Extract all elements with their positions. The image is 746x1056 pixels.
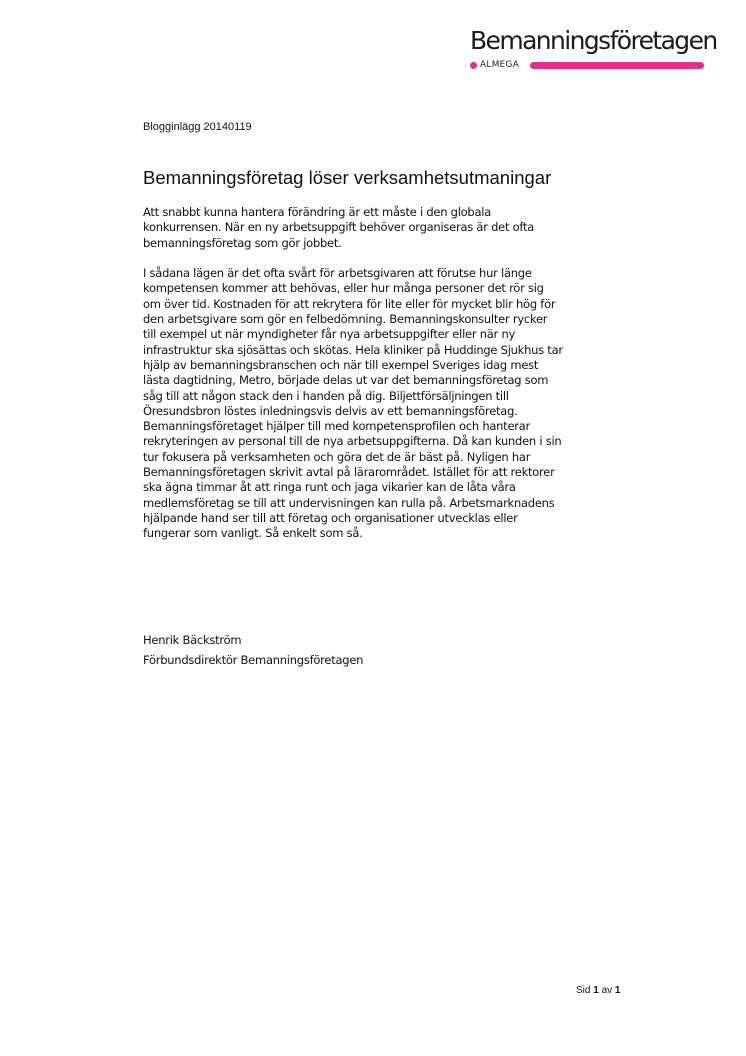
text-line: tur fokusera på verksamheten och göra det de är bäst på. Nyligen har <box>143 449 531 464</box>
document-title: Bemanningsföretag löser verksamhetsutmaningar <box>143 167 552 188</box>
signature-block <box>143 630 363 670</box>
logo-dot-icon <box>470 62 477 69</box>
paragraph-2 <box>143 266 613 541</box>
text-line: hjälp av bemanningsbranschen och när till exempel Sveriges idag mest <box>143 357 539 372</box>
text-line: konkurrensen. När en ny arbetsuppgift behöver organiseras är det ofta <box>143 220 535 235</box>
text-line: Att snabbt kunna hantera förändring är ett måste i den globala <box>143 205 492 219</box>
text-line: bemanningsföretag som gör jobbet. <box>143 235 342 250</box>
text-line: hjälpande hand ser till att företag och organisationer utvecklas eller <box>143 510 518 525</box>
page-total: 1 <box>614 985 621 996</box>
paragraph-1 <box>143 205 613 251</box>
text-line: medlemsföretag se till att undervisningen kan rulla på. Arbetsmarknadens <box>143 495 555 510</box>
document-body <box>143 205 613 557</box>
text-line: lästa dagtidning, Metro, började delas ut var det bemanningsföretag som <box>143 373 549 388</box>
text-line: Bemanningsföretaget hjälper till med kompetensprofilen och hanterar <box>143 419 531 434</box>
text-line: den arbetsgivare som gör en felbedömning. Bemanningskonsulter rycker <box>143 312 548 327</box>
logo-bar <box>470 61 704 70</box>
page-number <box>576 985 620 997</box>
text-line: Öresundsbron löstes inledningsvis delvis av ett bemanningsföretag. <box>143 403 518 418</box>
logo-wordmark: Bemanningsföretagen <box>470 26 717 55</box>
page-prefix: Sid <box>576 985 591 996</box>
logo-accent-line <box>530 62 704 69</box>
page-separator: av <box>601 985 613 996</box>
text-line: till exempel ut när myndigheter får nya arbetsuppgifter eller när ny <box>143 327 516 342</box>
text-line: rekryteringen av personal till de nya arbetsuppgifterna. Då kan kunden i sin <box>143 434 562 449</box>
signature-name: Henrik Bäckström <box>143 633 242 647</box>
text-line: om över tid. Kostnaden för att rekrytera för lite eller för mycket blir hög för <box>143 296 556 311</box>
signature-role: Förbundsdirektör Bemanningsföretagen <box>143 653 364 667</box>
document-dateline: Blogginlägg 20140119 <box>143 121 252 133</box>
text-line: infrastruktur ska sjösättas och skötas. Hela kliniker på Huddinge Sjukhus tar <box>143 342 563 357</box>
page-current: 1 <box>593 985 599 996</box>
text-line: fungerar som vanligt. Så enkelt som så. <box>143 526 363 541</box>
text-line: såg till att någon stack den i handen på dig. Biljettförsäljningen till <box>143 388 509 403</box>
logo-subtitle: ALMEGA <box>480 60 519 70</box>
text-line: kompetensen kommer att behövas, eller hur många personer det rör sig <box>143 281 544 296</box>
text-line: Bemanningsföretagen skrivit avtal på lärarområdet. Istället för att rektorer <box>143 465 555 480</box>
text-line: ska ägna timmar åt att ringa runt och jaga vikarier kan de låta våra <box>143 480 516 495</box>
text-line: I sådana lägen är det ofta svårt för arbetsgivaren att förutse hur länge <box>143 266 532 281</box>
header-logo <box>466 26 717 74</box>
